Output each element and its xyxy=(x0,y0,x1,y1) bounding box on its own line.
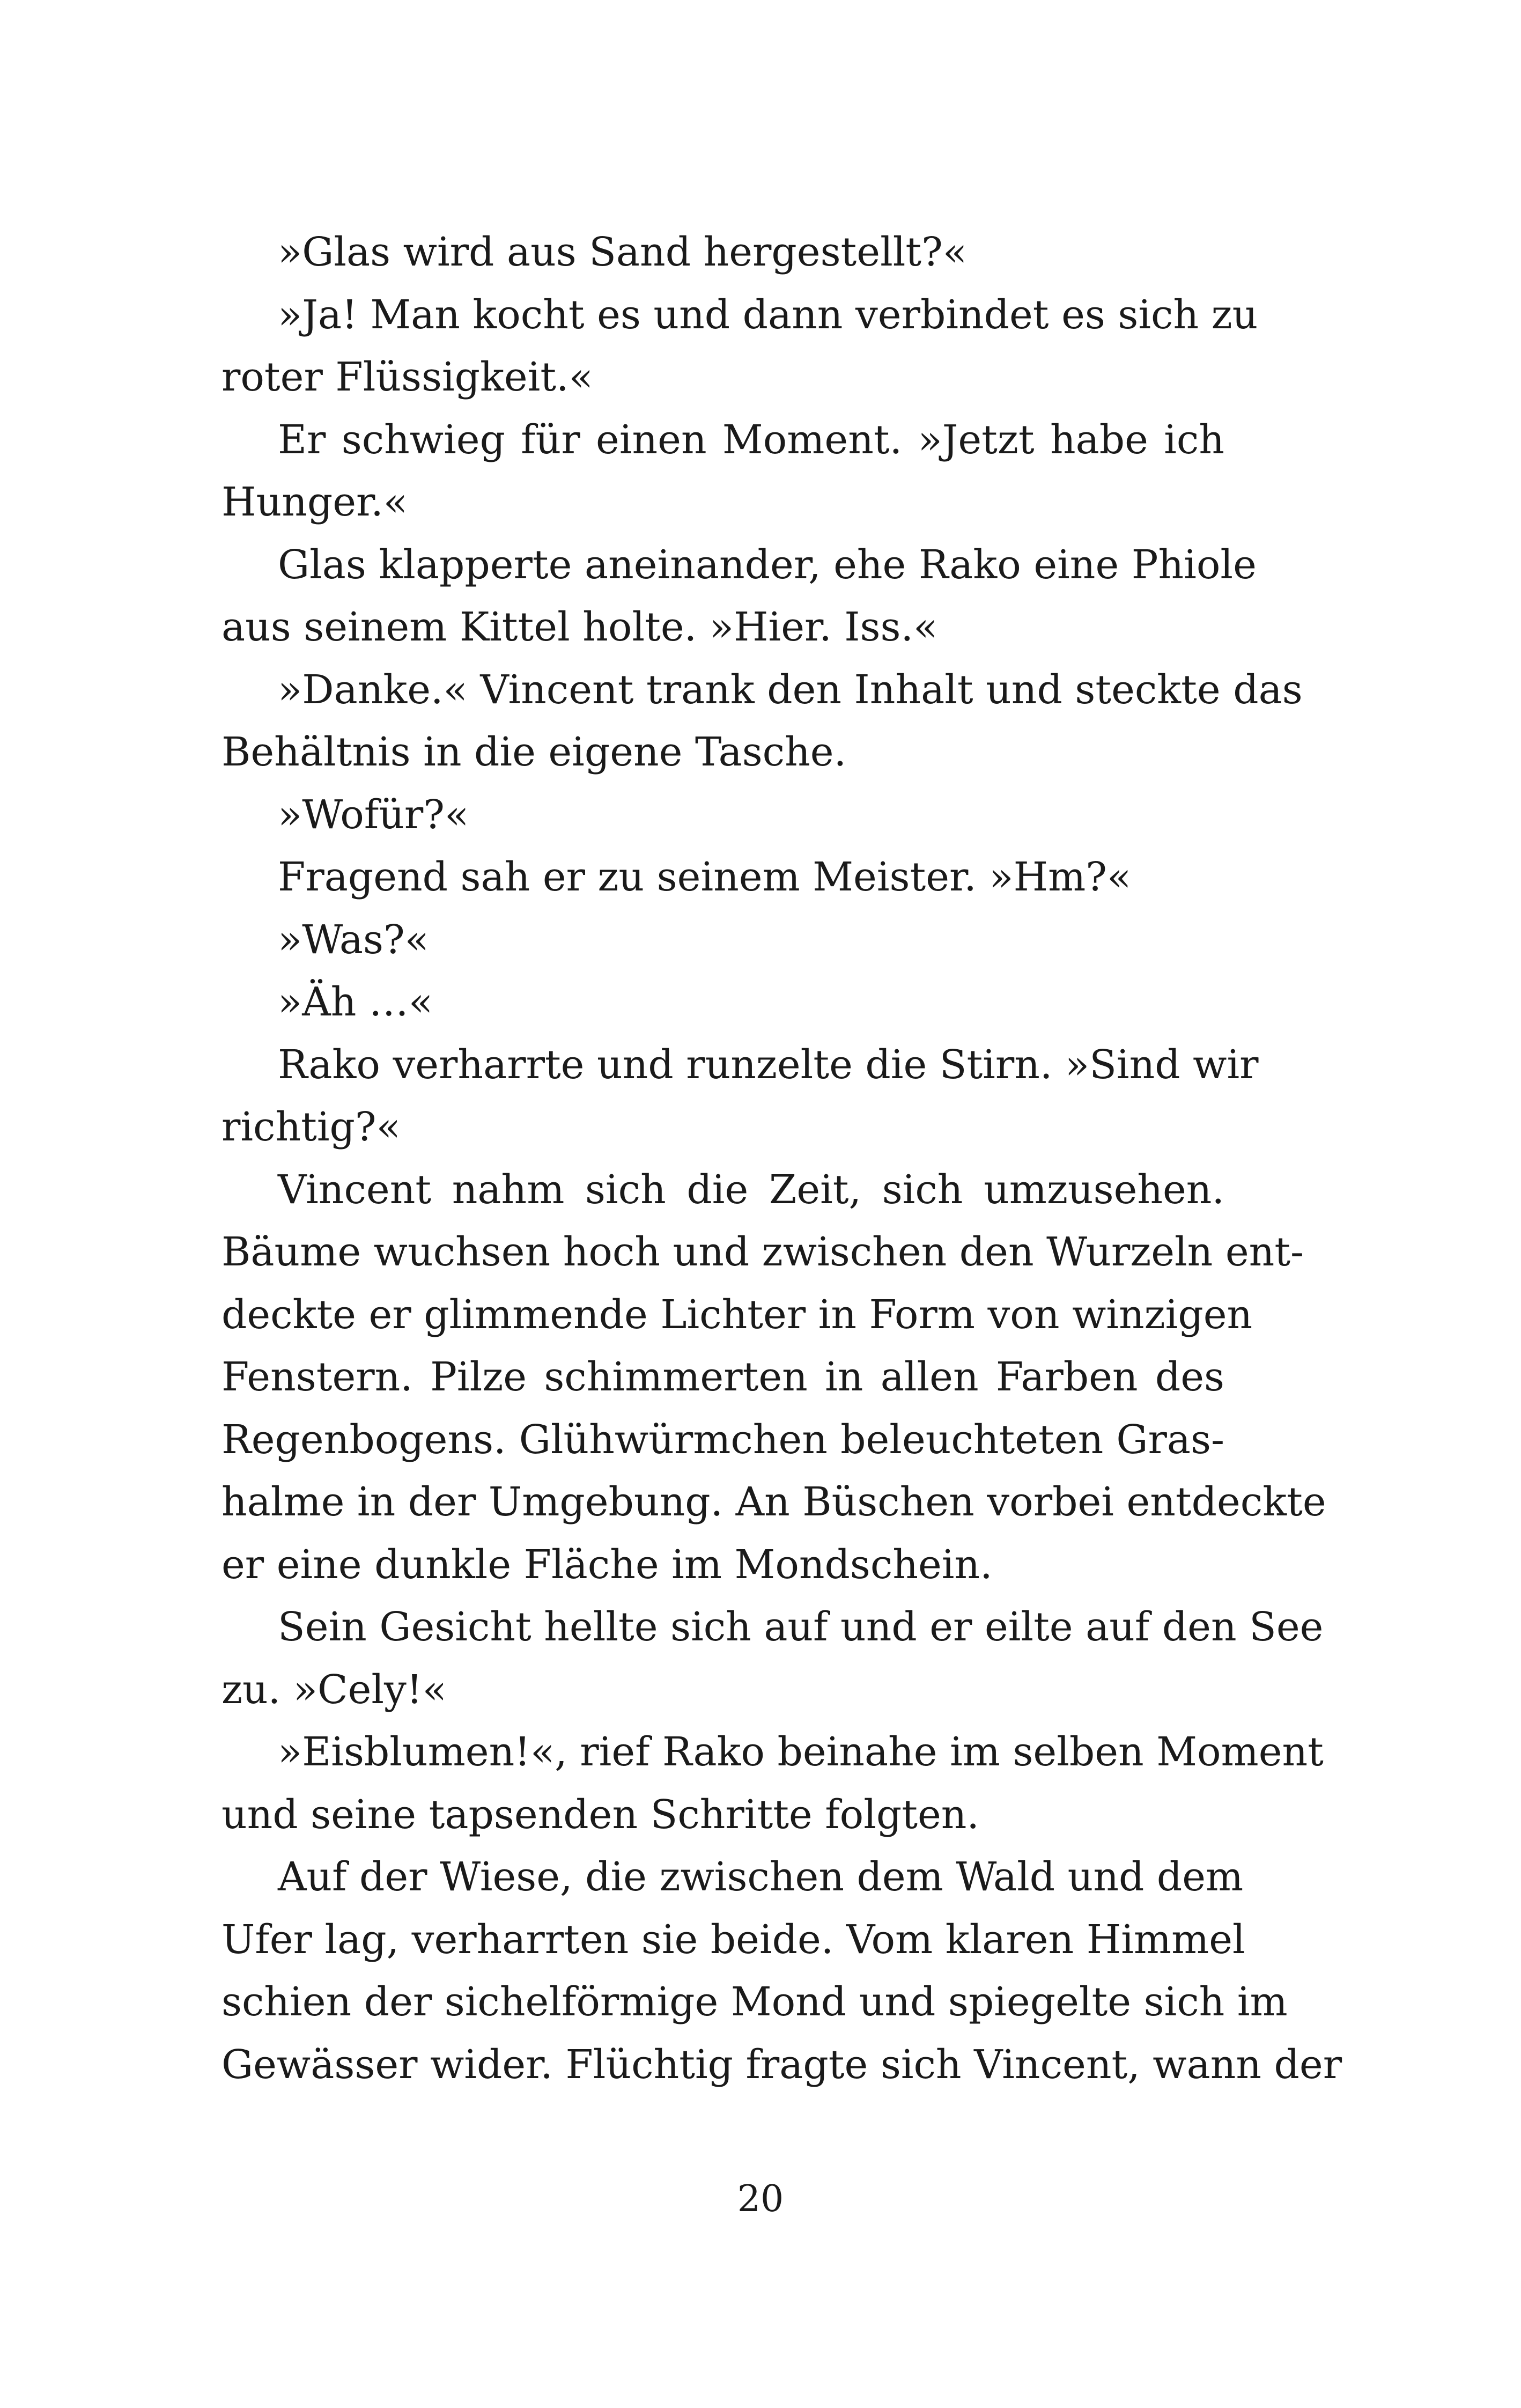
text-line: Auf der Wiese, die zwischen dem Wald und dem xyxy=(278,1854,1244,1900)
text-line: »Ja! Man kocht es und dann verbindet es sich zu xyxy=(278,291,1258,338)
text-line: »Äh …« xyxy=(278,979,433,1025)
body-text xyxy=(221,221,1342,2096)
text-line: roter Flüssigkeit.« xyxy=(221,354,593,400)
text-line: Ufer lag, verharrten sie beide. Vom klaren Himmel xyxy=(221,1916,1245,1963)
text-line: Rako verharrte und runzelte die Stirn. »Sind wir xyxy=(278,1041,1259,1088)
text-line: schien der sichelförmige Mond und spiegelte sich im xyxy=(221,1979,1288,2025)
text-line: Regenbogens. Glühwürmchen beleuchteten Gras- xyxy=(221,1416,1224,1463)
text-line: richtig?« xyxy=(221,1104,401,1150)
text-line: Glas klapperte aneinander, ehe Rako eine Phiole xyxy=(278,541,1257,588)
text-line: »Danke.« Vincent trank den Inhalt und steckte das xyxy=(278,666,1303,713)
text-line: Vincent nahm sich die Zeit, sich umzusehen. xyxy=(278,1166,1224,1213)
text-line: Er schwieg für einen Moment. »Jetzt habe ich xyxy=(278,416,1224,463)
page-number: 20 xyxy=(737,2178,784,2220)
text-line: er eine dunkle Fläche im Mondschein. xyxy=(221,1541,993,1588)
text-line: »Wofür?« xyxy=(278,791,469,838)
text-line: »Was?« xyxy=(278,916,429,963)
text-line: »Eisblumen!«, rief Rako beinahe im selben Moment xyxy=(278,1729,1324,1775)
text-line: und seine tapsenden Schritte folgten. xyxy=(221,1791,979,1838)
text-line: Bäume wuchsen hoch und zwischen den Wurzeln ent- xyxy=(221,1229,1304,1275)
text-line: Fenstern. Pilze schimmerten in allen Farben des xyxy=(221,1354,1224,1400)
text-line: Gewässer wider. Flüchtig fragte sich Vincent, wann der xyxy=(221,2041,1342,2088)
text-line: deckte er glimmende Lichter in Form von winzigen xyxy=(221,1291,1253,1338)
text-line: Behältnis in die eigene Tasche. xyxy=(221,729,847,775)
text-line: Fragend sah er zu seinem Meister. »Hm?« xyxy=(278,854,1132,900)
text-line: zu. »Cely!« xyxy=(221,1666,447,1713)
text-line: aus seinem Kittel holte. »Hier. Iss.« xyxy=(221,604,938,650)
text-line: »Glas wird aus Sand hergestellt?« xyxy=(278,229,968,275)
text-line: Sein Gesicht hellte sich auf und er eilte auf den See xyxy=(278,1604,1324,1650)
text-line: halme in der Umgebung. An Büschen vorbei entdeckte xyxy=(221,1479,1326,1525)
text-line: Hunger.« xyxy=(221,479,408,525)
